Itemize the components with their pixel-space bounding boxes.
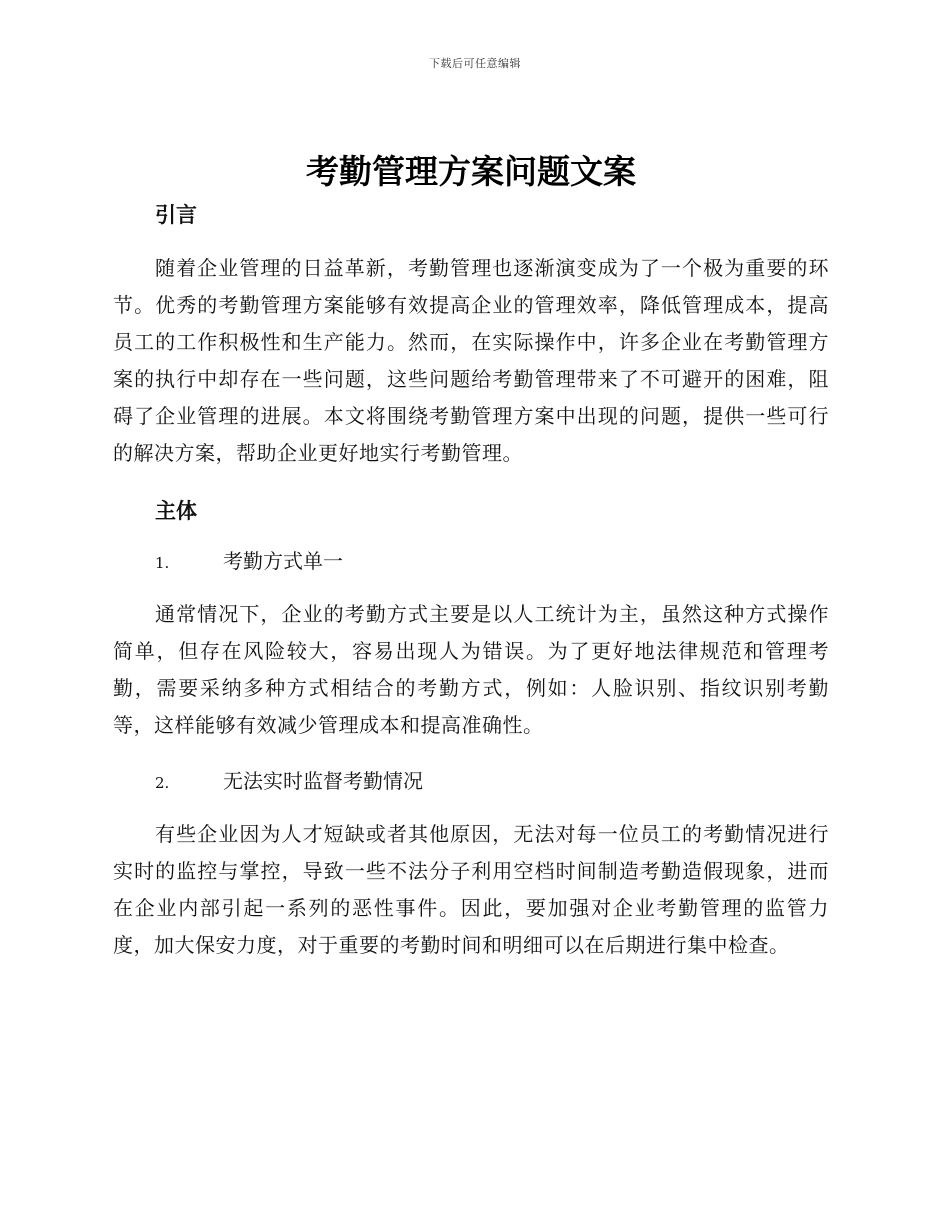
header-note: 下载后可任意编辑 [429, 57, 521, 70]
list-item-heading-1 [113, 546, 829, 578]
list-item-paragraph-2: 有些企业因为人才短缺或者其他原因，无法对每一位员工的考勤情况进行实时的监控与掌控，导致一些不法分子利用空档时间制造考勤造假现象，进而在企业内部引起一系列的恶性事件。因此，要加强对企业考勤管理的监管力度，加大保安力度，对于重要的考勤时间和明细可以在后期进行集中检查。 [113, 822, 829, 957]
list-item-number: 2. [155, 774, 170, 792]
intro-paragraph: 随着企业管理的日益革新，考勤管理也逐渐演变成为了一个极为重要的环节。优秀的考勤管理方案能够有效提高企业的管理效率，降低管理成本，提高员工的工作积极性和生产能力。然而，在实际操作中，许多企业在考勤管理方案的执行中却存在一些问题，这些问题给考勤管理带来了不可避开的困难，阻碍了企业管理的进展。本文将围绕考勤管理方案中出现的问题，提供一些可行的解决方案，帮助企业更好地实行考勤管理。 [113, 256, 829, 465]
list-item-title: 考勤方式单一 [223, 549, 343, 573]
list-item-paragraph-1: 通常情况下，企业的考勤方式主要是以人工统计为主，虽然这种方式操作简单，但存在风险较大，容易出现人为错误。为了更好地法律规范和管理考勤，需要采纳多种方式相结合的考勤方式，例如：人脸识别、指纹识别考勤等，这样能够有效减少管理成本和提高准确性。 [113, 602, 829, 737]
document-content [113, 150, 829, 980]
intro-heading: 引言 [155, 203, 197, 227]
list-item-heading-2 [113, 766, 829, 798]
document-title: 考勤管理方案问题文案 [306, 152, 636, 191]
body-heading: 主体 [155, 499, 197, 523]
list-item-number: 1. [155, 554, 170, 572]
list-item-title: 无法实时监督考勤情况 [223, 769, 423, 793]
